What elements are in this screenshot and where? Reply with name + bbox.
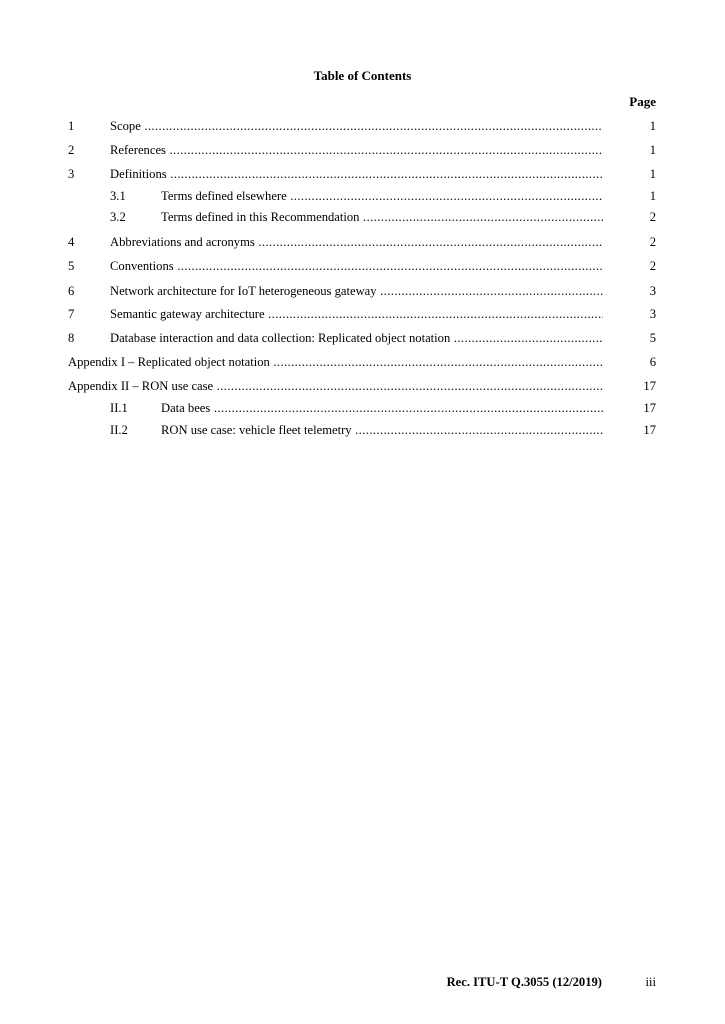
toc-entry-label[interactable]: Scope .....	[110, 117, 603, 135]
footer-page-number: iii	[645, 975, 656, 989]
toc-entry-label[interactable]: Appendix I – Replicated object notation .....	[68, 353, 603, 371]
toc-entry-label[interactable]: Database interaction and data collection: Replicated object notation .....	[110, 329, 603, 347]
toc-entry-page: 5	[649, 331, 656, 345]
toc-entry-semantic-gateway[interactable]	[0, 305, 725, 323]
toc-entry-page: 1	[649, 143, 656, 157]
toc-entry-label[interactable]: Terms defined elsewhere .....	[161, 187, 603, 205]
toc-entry-number: 3.2	[110, 210, 126, 224]
toc-entry-page: 17	[643, 423, 656, 437]
toc-entry-scope[interactable]	[0, 117, 725, 135]
page-title: Table of Contents	[313, 68, 412, 83]
toc-entry-number: 3	[68, 167, 75, 181]
toc-entry-label[interactable]: Appendix II – RON use case .....	[68, 377, 603, 395]
toc-entry-number: 7	[68, 307, 75, 321]
toc-entry-page: 1	[649, 119, 656, 133]
toc-entry-network-architecture[interactable]	[0, 282, 725, 300]
toc-entry-terms-elsewhere[interactable]	[0, 187, 725, 205]
toc-entry-vehicle-telemetry[interactable]	[0, 421, 725, 439]
toc-entry-page: 2	[649, 259, 656, 273]
toc-entry-number: II.2	[110, 423, 128, 437]
toc-entry-number: 2	[68, 143, 75, 157]
toc-entry-page: 1	[649, 167, 656, 181]
toc-entry-appendix-1[interactable]	[0, 353, 725, 371]
toc-entry-number: 8	[68, 331, 75, 345]
toc-entry-label[interactable]: Definitions .....	[110, 165, 603, 183]
toc-entry-appendix-2[interactable]	[0, 377, 725, 395]
toc-entry-page: 3	[649, 284, 656, 298]
toc-entry-database-interaction[interactable]	[0, 329, 725, 347]
toc-entry-number: 4	[68, 235, 75, 249]
toc-entry-page: 2	[649, 235, 656, 249]
toc-entry-label[interactable]: Data bees .....	[161, 399, 603, 417]
toc-entry-number: 1	[68, 119, 75, 133]
toc-entry-definitions[interactable]	[0, 165, 725, 183]
toc-entry-label[interactable]: References .....	[110, 141, 603, 159]
page-column-label: Page	[629, 94, 656, 109]
toc-entry-abbreviations[interactable]	[0, 233, 725, 251]
toc-entry-label[interactable]: RON use case: vehicle fleet telemetry .....	[161, 421, 603, 439]
toc-entry-page: 17	[643, 379, 656, 393]
toc-entry-number: 6	[68, 284, 75, 298]
toc-entry-references[interactable]	[0, 141, 725, 159]
toc-entry-number: 5	[68, 259, 75, 273]
toc-entry-page: 3	[649, 307, 656, 321]
toc-entry-page: 1	[649, 189, 656, 203]
toc-entry-label[interactable]: Conventions .....	[110, 257, 603, 275]
toc-entry-terms-defined[interactable]	[0, 208, 725, 226]
toc-entry-label[interactable]: Semantic gateway architecture .....	[110, 305, 603, 323]
toc-entry-number: 3.1	[110, 189, 126, 203]
toc-entry-label[interactable]: Abbreviations and acronyms .....	[110, 233, 603, 251]
footer-reference: Rec. ITU-T Q.3055 (12/2019)	[446, 975, 602, 989]
toc-entry-page: 17	[643, 401, 656, 415]
toc-entry-page: 6	[649, 355, 656, 369]
toc-entry-label[interactable]: Terms defined in this Recommendation .....	[161, 208, 603, 226]
toc-entry-number: II.1	[110, 401, 128, 415]
toc-entry-conventions[interactable]	[0, 257, 725, 275]
toc-entry-data-bees[interactable]	[0, 399, 725, 417]
toc-entry-page: 2	[649, 210, 656, 224]
toc-entry-label[interactable]: Network architecture for IoT heterogeneous gateway .....	[110, 282, 603, 300]
